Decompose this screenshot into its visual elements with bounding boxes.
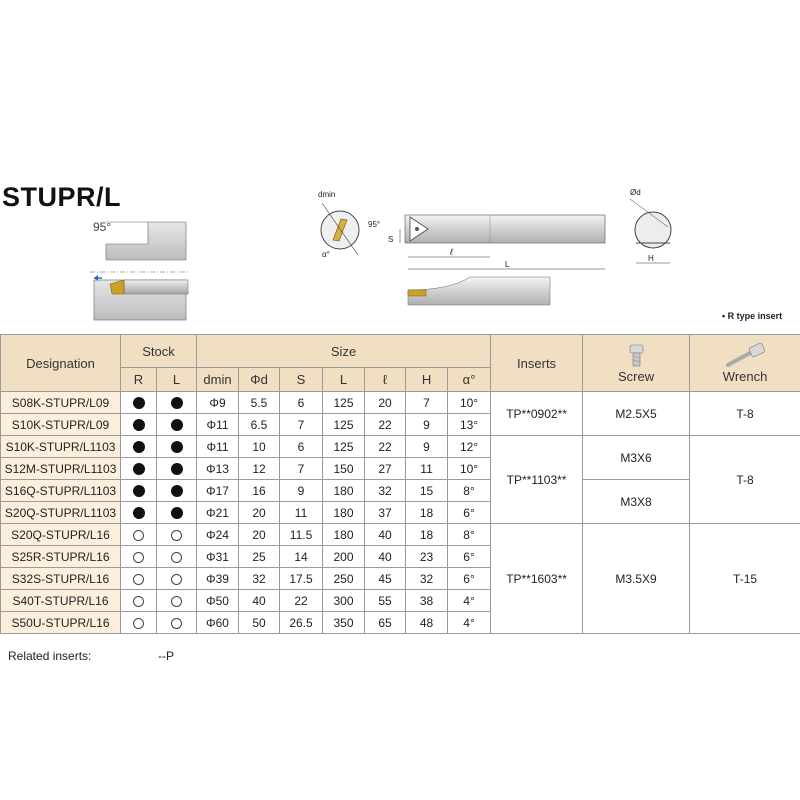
in-stock-dot-icon <box>133 441 145 453</box>
made-to-order-circle-icon <box>171 552 182 563</box>
s-cell: 26.5 <box>280 612 323 634</box>
stock-l-header: L <box>157 368 197 392</box>
in-stock-dot-icon <box>133 485 145 497</box>
related-inserts-value: --P <box>158 649 174 663</box>
angle-cell: 13° <box>448 414 491 436</box>
cut-length-cell: 40 <box>365 524 406 546</box>
stock-l-cell <box>157 414 197 436</box>
inserts-cell: TP**0902** <box>491 392 583 436</box>
h-cell: 15 <box>406 480 448 502</box>
phid-cell: 40 <box>239 590 280 612</box>
dmin-header: dmin <box>197 368 239 392</box>
dmin-cell: Φ50 <box>197 590 239 612</box>
phid-cell: 10 <box>239 436 280 458</box>
dmin-cell: Φ11 <box>197 414 239 436</box>
alpha-header: α° <box>448 368 491 392</box>
related-inserts <box>8 649 174 663</box>
designation-cell: S10K-STUPR/L1103 <box>1 436 121 458</box>
related-inserts-label: Related inserts: <box>8 649 92 663</box>
h-header: H <box>406 368 448 392</box>
s-cell: 17.5 <box>280 568 323 590</box>
dmin-label: dmin <box>318 190 336 199</box>
workpiece-upper-shape <box>106 222 186 260</box>
bar-bottom-view <box>408 277 550 305</box>
size-header: Size <box>197 335 491 368</box>
cut-length-cell: 65 <box>365 612 406 634</box>
dmin-cell: Φ11 <box>197 436 239 458</box>
l-header: L <box>323 368 365 392</box>
h-cell: 48 <box>406 612 448 634</box>
wrench-cell: T-8 <box>690 436 800 524</box>
inserts-cell: TP**1103** <box>491 436 583 524</box>
phid-header: Φd <box>239 368 280 392</box>
phid-cell: 6.5 <box>239 414 280 436</box>
h-cell: 38 <box>406 590 448 612</box>
wrench-header <box>690 335 800 392</box>
designation-cell: S16Q-STUPR/L1103 <box>1 480 121 502</box>
stock-l-cell <box>157 612 197 634</box>
h-cell: 18 <box>406 524 448 546</box>
cut-length-cell: 40 <box>365 546 406 568</box>
phid-label: Ød <box>630 188 641 197</box>
cut-length-cell: 37 <box>365 502 406 524</box>
dmin-cell: Φ24 <box>197 524 239 546</box>
l-small-label: ℓ <box>450 247 453 257</box>
length-cell: 300 <box>323 590 365 612</box>
made-to-order-circle-icon <box>133 596 144 607</box>
stock-l-cell <box>157 480 197 502</box>
designation-cell: S25R-STUPR/L16 <box>1 546 121 568</box>
in-stock-dot-icon <box>133 419 145 431</box>
length-cell: 200 <box>323 546 365 568</box>
length-cell: 250 <box>323 568 365 590</box>
s-cell: 11.5 <box>280 524 323 546</box>
s-cell: 6 <box>280 392 323 414</box>
alpha-label: α° <box>322 250 330 259</box>
angle-cell: 6° <box>448 546 491 568</box>
in-stock-dot-icon <box>171 463 183 475</box>
cut-length-cell: 22 <box>365 414 406 436</box>
h-cell: 23 <box>406 546 448 568</box>
angle-cell: 8° <box>448 480 491 502</box>
stock-l-cell <box>157 590 197 612</box>
cut-length-cell: 27 <box>365 458 406 480</box>
stock-r-cell <box>121 546 157 568</box>
stock-r-cell <box>121 612 157 634</box>
inserts-cell: TP**1603** <box>491 524 583 634</box>
spec-table-body <box>1 392 800 634</box>
stock-r-cell <box>121 436 157 458</box>
stock-l-cell <box>157 502 197 524</box>
stock-r-cell <box>121 568 157 590</box>
designation-header: Designation <box>1 335 121 392</box>
s-cell: 6 <box>280 436 323 458</box>
stock-r-cell <box>121 480 157 502</box>
phid-cell: 20 <box>239 502 280 524</box>
in-stock-dot-icon <box>171 485 183 497</box>
dmin-cell: Φ31 <box>197 546 239 568</box>
dmin-cell: Φ9 <box>197 392 239 414</box>
s-cell: 14 <box>280 546 323 568</box>
page-title: STUPR/L <box>2 182 122 212</box>
ll-header: ℓ <box>365 368 406 392</box>
h-cell: 7 <box>406 392 448 414</box>
approach-angle-label: 95° <box>93 220 112 234</box>
dmin-cell: Φ39 <box>197 568 239 590</box>
screw-icon <box>583 343 690 369</box>
length-cell: 125 <box>323 392 365 414</box>
cut-length-cell: 20 <box>365 392 406 414</box>
table-row <box>1 392 800 414</box>
stock-l-cell <box>157 546 197 568</box>
designation-cell: S20Q-STUPR/L16 <box>1 524 121 546</box>
in-stock-dot-icon <box>133 397 145 409</box>
stock-r-cell <box>121 524 157 546</box>
made-to-order-circle-icon <box>171 574 182 585</box>
stock-l-cell <box>157 392 197 414</box>
cut-length-cell: 32 <box>365 480 406 502</box>
stock-r-cell <box>121 590 157 612</box>
s-cell: 9 <box>280 480 323 502</box>
phid-cell: 12 <box>239 458 280 480</box>
made-to-order-circle-icon <box>171 618 182 629</box>
angle-cell: 10° <box>448 458 491 480</box>
screw-header <box>583 335 690 392</box>
bar-side-view <box>405 215 605 243</box>
screw-header-label: Screw <box>618 368 655 384</box>
length-cell: 350 <box>323 612 365 634</box>
designation-cell: S40T-STUPR/L16 <box>1 590 121 612</box>
table-row <box>1 436 800 458</box>
s-label: S <box>388 235 394 244</box>
dmin-cell: Φ13 <box>197 458 239 480</box>
dmin-cell: Φ21 <box>197 502 239 524</box>
in-stock-dot-icon <box>133 463 145 475</box>
phid-cell: 50 <box>239 612 280 634</box>
screw-cell: M3X6 <box>583 436 690 480</box>
spec-table <box>0 334 800 634</box>
phid-cell: 16 <box>239 480 280 502</box>
length-cell: 150 <box>323 458 365 480</box>
phid-cell: 32 <box>239 568 280 590</box>
stock-l-cell <box>157 524 197 546</box>
h-label: H <box>648 254 654 263</box>
in-stock-dot-icon <box>171 419 183 431</box>
bar-shank <box>124 280 188 294</box>
stock-r-cell <box>121 414 157 436</box>
stock-l-cell <box>157 436 197 458</box>
in-stock-dot-icon <box>171 507 183 519</box>
h-cell: 9 <box>406 436 448 458</box>
made-to-order-circle-icon <box>171 596 182 607</box>
length-cell: 125 <box>323 436 365 458</box>
stock-header: Stock <box>121 335 197 368</box>
stock-r-cell <box>121 458 157 480</box>
h-cell: 11 <box>406 458 448 480</box>
angle-cell: 10° <box>448 392 491 414</box>
screw-cell: M3.5X9 <box>583 524 690 634</box>
angle-cell: 12° <box>448 436 491 458</box>
wrench-cell: T-8 <box>690 392 800 436</box>
l-total-label: L <box>505 260 510 269</box>
stock-r-header: R <box>121 368 157 392</box>
made-to-order-circle-icon <box>133 552 144 563</box>
designation-cell: S12M-STUPR/L1103 <box>1 458 121 480</box>
stock-l-cell <box>157 458 197 480</box>
s-cell: 7 <box>280 414 323 436</box>
screw-cell: M3X8 <box>583 480 690 524</box>
made-to-order-circle-icon <box>133 530 144 541</box>
s-cell: 11 <box>280 502 323 524</box>
boring-operation-diagram <box>88 214 198 324</box>
phid-cell: 20 <box>239 524 280 546</box>
cut-length-cell: 55 <box>365 590 406 612</box>
wrench-header-label: Wrench <box>722 368 768 384</box>
made-to-order-circle-icon <box>133 618 144 629</box>
stock-l-cell <box>157 568 197 590</box>
table-row <box>1 524 800 546</box>
angle-95-label: 95° <box>368 220 381 229</box>
phid-cell: 5.5 <box>239 392 280 414</box>
cut-length-cell: 22 <box>365 436 406 458</box>
phid-cell: 25 <box>239 546 280 568</box>
wrench-icon <box>690 343 800 369</box>
made-to-order-circle-icon <box>133 574 144 585</box>
designation-cell: S50U-STUPR/L16 <box>1 612 121 634</box>
designation-cell: S20Q-STUPR/L1103 <box>1 502 121 524</box>
angle-cell: 4° <box>448 612 491 634</box>
in-stock-dot-icon <box>133 507 145 519</box>
designation-cell: S32S-STUPR/L16 <box>1 568 121 590</box>
designation-cell: S08K-STUPR/L09 <box>1 392 121 414</box>
angle-cell: 4° <box>448 590 491 612</box>
in-stock-dot-icon <box>171 441 183 453</box>
length-cell: 180 <box>323 524 365 546</box>
in-stock-dot-icon <box>171 397 183 409</box>
stock-r-cell <box>121 502 157 524</box>
angle-cell: 6° <box>448 568 491 590</box>
length-cell: 180 <box>323 480 365 502</box>
h-cell: 32 <box>406 568 448 590</box>
s-header: S <box>280 368 323 392</box>
made-to-order-circle-icon <box>171 530 182 541</box>
designation-cell: S10K-STUPR/L09 <box>1 414 121 436</box>
r-type-insert-note: • R type insert <box>722 311 783 321</box>
s-cell: 22 <box>280 590 323 612</box>
h-cell: 9 <box>406 414 448 436</box>
length-cell: 180 <box>323 502 365 524</box>
wrench-cell: T-15 <box>690 524 800 634</box>
stock-r-cell <box>121 392 157 414</box>
length-cell: 125 <box>323 414 365 436</box>
table-row <box>1 480 800 502</box>
inserts-header: Inserts <box>491 335 583 392</box>
s-cell: 7 <box>280 458 323 480</box>
angle-cell: 8° <box>448 524 491 546</box>
screw-cell: M2.5X5 <box>583 392 690 436</box>
dmin-cell: Φ60 <box>197 612 239 634</box>
technical-dimension-drawing <box>300 185 700 320</box>
bottom-view-insert <box>408 290 426 296</box>
dmin-cell: Φ17 <box>197 480 239 502</box>
angle-cell: 6° <box>448 502 491 524</box>
cut-length-cell: 45 <box>365 568 406 590</box>
h-cell: 18 <box>406 502 448 524</box>
